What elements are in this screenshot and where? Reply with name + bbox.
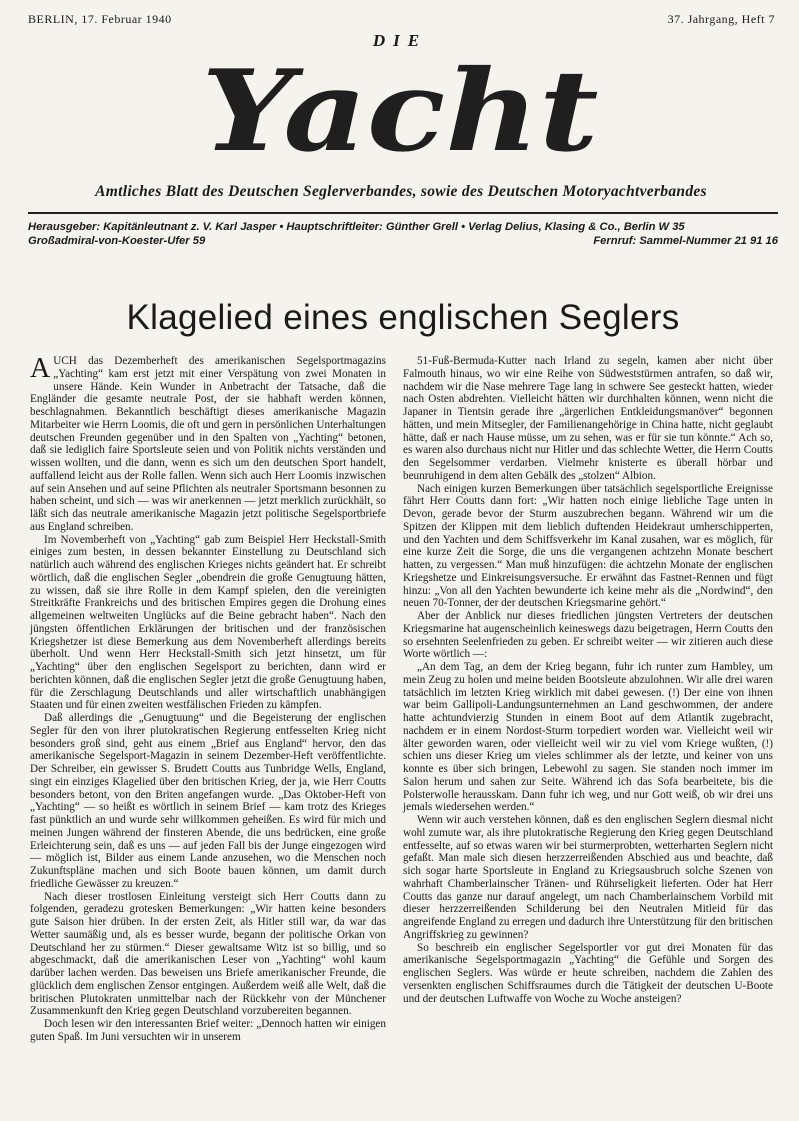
article-column-right	[403, 355, 773, 1005]
masthead-pre: DIE	[372, 31, 428, 50]
masthead-title: Yacht	[201, 46, 599, 170]
article-paragraph	[30, 534, 386, 713]
article-paragraph	[403, 483, 773, 611]
article-paragraph	[403, 610, 773, 661]
issue-number: 37. Jahrgang, Heft 7	[667, 12, 775, 26]
paragraph-text: 51-Fuß-Bermuda-Kutter nach Irland zu segeln, kamen aber nicht über Falmouth hinaus, wo wir eine Reihe von Südweststürmen antrafen, so daß wir, nachdem wir die Nase mehrere Tage lang in schwere See gesteckt hatten, wieder nach Osten abdrehten. Vielleicht hätten wir durchhalten können, wenn nicht die Japaner in Tientsin gerade ihre „ärgerlichen Entkleidungsmanöver“ begonnen hätten, und mein Mitsegler, der Familienangehörige in China hatte, nicht geglaubt hätte, daß er nach Hause müsse, um zu sehen, was er für sie tun könnte.“ Ach so, es waren also durchaus nicht nur Hitler und das schlechte Wetter, die Herrn Coutts den Segelsommer verdarben. Vielmehr knisterte es überall hörbar und beunruhigend in dem alten Gebälk des „stolzen“ Albion.	[403, 355, 773, 482]
article-paragraph	[30, 891, 386, 1019]
paragraph-text: Im Novemberheft von „Yachting“ gab zum Beispiel Herr Heckstall-Smith einiges zum besten, in dessen bekannter Einstellung zu Deutschland sich natürlich auch während des englischen Krieges nichts geändert hat. Er schreibt wörtlich, daß die englischen Segler „obendrein die große Genugtuung hätten, zu wissen, daß sie ihre Rolle in dem Kampf spielen, den die vereinigten Streitkräfte Frankreichs und des britischen Empires gegen die Drohung eines allgemeinen weltweiten Unglücks auf die Beine gebracht haben“. Nach den jüngsten öffentlichen Erklärungen der britischen und der französischen Kriegshetzer ist diese Bemerkung aus dem Novemberheft allerdings bereits überholt. Und wenn Herr Heckstall-Smith sich jetzt hinsetzt, um für „Yachting“ über den englischen Segelsport zu berichten, dann wird er berichten können, daß die englischen Segler jetzt die große Genugtuung haben, für die Zerschlagung Deutschlands und aller wirtschaftlich unabhängigen Staaten und für einen zweiten westfälischen Frieden zu kämpfen.	[30, 533, 386, 712]
article-paragraph	[30, 712, 386, 891]
paragraph-text: UCH das Dezemberheft des amerikanischen Segelsportmagazins „Yachting“ kam erst jetzt mit einer Verspätung von zwei Monaten in unsere Hände. Kein Wunder in Anbetracht der Tatsache, daß die Engländer die gesamte neutrale Post, der sie habhaft werden können, beschlagnahmen. Bekanntlich beschäftigt dieses amerikanische Magazin Mitarbeiter wie Herrn Loomis, die oft und gern in persönlichen Unterhaltungen deutschen Freunden gegenüber und in den Spalten von „Yachting“ betonen, daß sie lediglich faire Sportsleute seien und von Politik nichts verständen und wissen wollten, und die dann, wenn es sich um den deutschen Sport handelt, auffallend leicht aus der Rolle fallen. Wenn sich auch Herr Loomis inzwischen auf sein Ansehen und auf seine Pflichten als neutraler Sportsmann besonnen zu haben scheint, und sich — was wir anerkennen — jetzt merklich zurückhält, so läßt sich das neutrale amerikanische Magazin jetzt politische Segelsportbriefe aus England schreiben.	[30, 355, 386, 533]
paragraph-text: Aber der Anblick nur dieses friedlichen jüngsten Vertreters der deutschen Kriegsmarine hat augenscheinlich keineswegs dazu beigetragen, Herrn Coutts den so ersehnten Seelenfrieden zu geben. Er schreibt weiter — wir zitieren auch diese Worte wörtlich —:	[403, 610, 773, 661]
paragraph-text: „An dem Tag, an dem der Krieg begann, fuhr ich runter zum Hambley, um mein Zeug zu holen und meine beiden Bootsleute abzulohnen. Wir alle drei waren tatsächlich im letzten Krieg wirklich mit dabei gewesen. (!) Der eine von ihnen war beim Gallipoli-Landungsunternehmen an Land geschwommen, der andere hatte achtundvierzig Stunden in einem Boot auf dem Atlantik zugebracht, nachdem er in einem Nordost-Sturm torpediert worden war. Vielleicht weil wir älter geworden waren, oder vielleicht weil wir zu viel vom Kriege wußten, (!) schien uns dieser Krieg um vieles schlimmer als der letzte, und keiner von uns konnte es über sich bringen, Lebewohl zu sagen. Sie standen noch immer im Salon herum und sahen zur Seite. Während ich das Sofa bearbeitete, bis die Polsterwolle herausskam. Dann fuhr ich weg, und nur Gott weiß, ob wir drei uns jemals wiedersehen werden.“	[403, 661, 773, 814]
paragraph-text: Nach einigen kurzen Bemerkungen über tatsächlich segelsportliche Ereignisse fährt Herr Coutts dann fort: „Wir hatten noch einige liebliche Tage unten in Devon, gerade bevor der Sturm auszubrechen begann. Während wir um die Spitzen der Klippen mit dem lieblich duftenden Heidekraut umherschipperten, und den Yachten und dem Schiffsverkehr im Kanal zusahen, war es möglich, für eine kurze Zeit die Sorge, die uns die vergangenen achtzehn Monate beschert hatten, zu vergessen.“ Man muß hinzufügen: die achtzehn Monate der englischen Kriegshetze und Einkreisungsversuche. Er erwähnt das Fastnet-Rennen und fügt hinzu: „Von all den Yachten bewunderte ich keine mehr als die „Nordwind“, den neuen 70-Tonner, der der deutschen Kriegsmarine gehört.“	[403, 482, 773, 610]
masthead-logo	[190, 30, 610, 170]
paragraph-text: Wenn wir auch verstehen können, daß es den englischen Seglern diesmal nicht wohl zumute war, als ihre plutokratische Regierung den Krieg gegen Deutschland entfesselte, auf so etwas waren wir bei sturmerprobten, wetterharten Seglern nicht gefaßt. Man male sich diesen herzzerreißenden Abschied aus und beachte, daß sich sogar harte Sportsleute in England zu Kriegsausbruch solche Szenen von wahrhaft Chamberlainscher Tränen- und Rührseligkeit lieferten. Oder hat Herr Coutts das ganze nur darauf angelegt, um nach Chamberlainschem Vorbild mit dieser herzzerreißenden Schilderung bei den Neutralen Mitleid für das angreifende England zu erregen und dadurch ihre Unterstützung für den britischen Angriffskrieg zu gewinnen?	[403, 814, 773, 941]
drop-cap: A	[30, 353, 51, 384]
dateline: BERLIN, 17. Februar 1940	[28, 12, 172, 26]
article-paragraph	[403, 814, 773, 942]
article-headline: Klagelied eines englischen Seglers	[126, 298, 680, 337]
imprint-address: Großadmiral-von-Koester-Ufer 59	[28, 235, 206, 247]
article-paragraph	[403, 942, 773, 1006]
imprint-line-1: Herausgeber: Kapitänleutnant z. V. Karl Jasper • Hauptschriftleiter: Günther Grell • Verlag Delius, Klasing & Co., Berlin W 35	[28, 221, 685, 233]
article-paragraph	[403, 355, 773, 483]
article-paragraph	[403, 661, 773, 814]
divider	[28, 212, 778, 214]
imprint-line-2	[28, 235, 778, 247]
imprint-phone: Fernruf: Sammel-Nummer 21 91 16	[593, 235, 778, 247]
paragraph-text: Doch lesen wir den interessanten Brief weiter: „Dennoch hatten wir einigen guten Spaß. Im Juni versuchten wir in unserem	[30, 1018, 386, 1043]
paragraph-text: Daß allerdings die „Genugtuung“ und die Begeisterung der englischen Segler für den von ihrer plutokratischen Regierung entfesselten Krieg nicht besonders groß sind, geht aus einem „Brief aus England“ hervor, den das amerikanische Segelsport-Magazin in seinem Dezember-Heft veröffentlichte. Der Schreiber, ein gewisser S. Brudett Coutts aus Tunbridge Wells, England, singt ein einziges Klagelied über den britischen Krieg, der ja, wie Herr Coutts besonders betont, von den Briten angefangen wurde. „Das Oktober-Heft von „Yachting“ — so heißt es wörtlich in seinem Brief — kam trotz des Krieges fast pünktlich an und wurde sehr willkommen geheißen. Es wird für mich und meinen Jungen während der finsteren Abende, die uns bedrücken, eine große Erleichterung sein, daß es uns — auf jeden Fall bis der Junge eingezogen wird — möglich ist, Bilder aus einem Lande anzusehen, wo die Menschen noch Zukunftspläne machen und sich Boote bauen können, um damit durch friedliche Gewässer zu kreuzen.“	[30, 712, 386, 890]
paragraph-text: Nach dieser trostlosen Einleitung versteigt sich Herr Coutts dann zu folgenden, geradezu grotesken Bemerkungen: „Wir hatten keine besonders gute Saison hier drüben. In der ersten Zeit, als Hitler still war, da war das Wetter saumäßig und, als es besser wurde, begann der politische Orkan von Deutschland her zu stürmen.“ Dieser gewaltsame Witz ist so billig, und so abgeschmackt, daß die amerikanischen Leser von „Yachting“ wohl kaum darüber lachen werden. Das beweisen uns Briefe amerikanischer Freunde, die glücklich dem englischen Zensor entgingen. Außerdem weiß alle Welt, daß die britischen Plutokraten unmittelbar nach der Rückkehr von der Münchener Zusammenkunft den Krieg gegen Deutschland vorzubereiten begannen.	[30, 890, 386, 1018]
article-paragraph	[30, 1018, 386, 1044]
masthead-subtitle: Amtliches Blatt des Deutschen Seglerverbandes, sowie des Deutschen Motoryachtverbandes	[95, 183, 707, 200]
paragraph-text: So beschreib ein englischer Segelsportler vor gut drei Monaten für das amerikanische Segelsportmagazin „Yachting“ die Gefühle und Sorgen des englischen Seglers. Was würde er heute schreiben, nachdem die Zahlen des versenkten englischen Schiffsraumes durch die Tätigkeit der deutschen U-Boote und der deutschen Luftwaffe von Woche zu Woche ansteigen?	[403, 941, 773, 1005]
article-column-left	[30, 355, 386, 1044]
article-paragraph	[30, 355, 386, 534]
